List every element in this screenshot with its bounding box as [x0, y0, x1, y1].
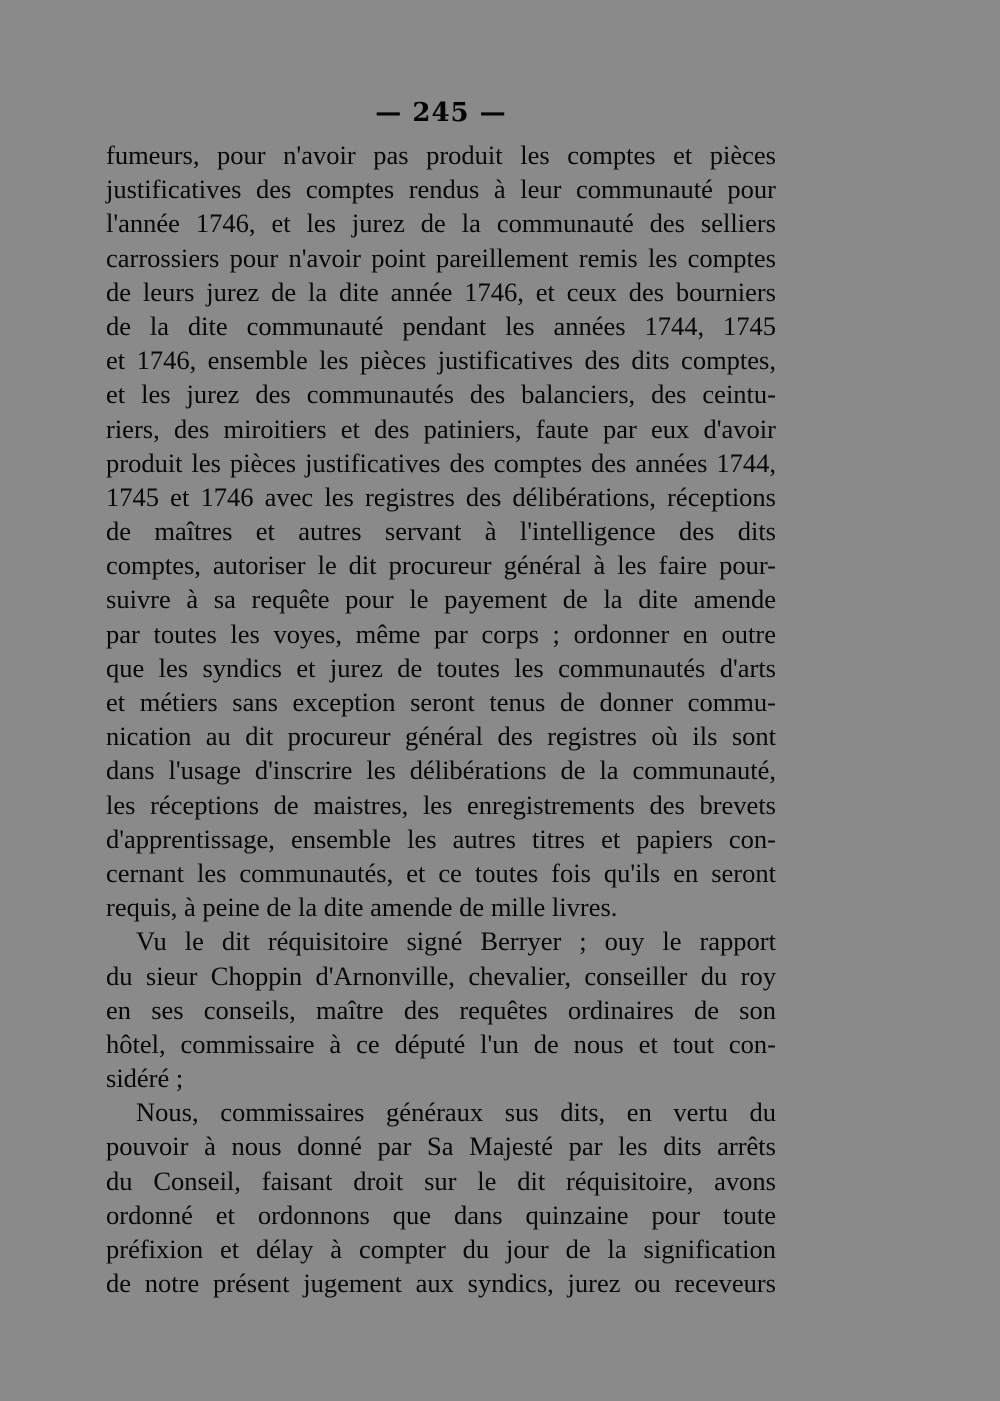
- text-line: du sieur Choppin d'Arnonville, chevalier, conseiller du roy: [106, 960, 776, 991]
- text-line: et les jurez des communautés des balanciers, des ceintu-: [106, 379, 776, 410]
- text-line: sidéré ;: [106, 1063, 184, 1094]
- text-line: dans l'usage d'inscrire les délibérations de la communauté,: [106, 755, 776, 786]
- page-number: — 245 —: [375, 98, 507, 128]
- text-line: cernant les communautés, et ce toutes fois qu'ils en seront: [106, 857, 776, 888]
- text-line: de maîtres et autres servant à l'intelligence des dits: [106, 516, 776, 547]
- text-line: les réceptions de maistres, les enregistrements des brevets: [106, 789, 776, 820]
- text-line: et 1746, ensemble les pièces justificatives des dits comptes,: [106, 345, 776, 376]
- text-line: en ses conseils, maître des requêtes ordinaires de son: [106, 994, 776, 1025]
- text-line: et métiers sans exception seront tenus de donner commu-: [106, 687, 776, 717]
- text-line: de la dite communauté pendant les années 1744, 1745: [106, 310, 776, 341]
- text-line: d'apprentissage, ensemble les autres titres et papiers con-: [106, 823, 776, 854]
- text-line: hôtel, commissaire à ce député l'un de nous et tout con-: [106, 1028, 776, 1059]
- text-line: ordonné et ordonnons que dans quinzaine pour toute: [106, 1199, 776, 1230]
- text-line: riers, des miroitiers et des patiniers, faute par eux d'avoir: [106, 413, 776, 444]
- paragraph-3: [106, 1095, 776, 1300]
- text-line: du Conseil, faisant droit sur le dit réquisitoire, avons: [106, 1165, 776, 1196]
- text-line: produit les pièces justificatives des comptes des années 1744,: [106, 447, 776, 478]
- text-line: de notre présent jugement aux syndics, jurez ou receveurs: [106, 1268, 776, 1299]
- text-line: carrossiers pour n'avoir point pareillement remis les comptes: [106, 242, 776, 273]
- text-line: Vu le dit réquisitoire signé Berryer ; ouy le rapport: [136, 926, 776, 957]
- text-line: préfixion et délay à compter du jour de la signification: [106, 1234, 776, 1264]
- text-line: suivre à sa requête pour le payement de la dite amende: [106, 584, 776, 615]
- text-line: Nous, commissaires généraux sus dits, en vertu du: [136, 1097, 776, 1128]
- text-line: justificatives des comptes rendus à leur communauté pour: [106, 174, 776, 205]
- paragraph-2: [106, 924, 776, 1095]
- text-line: 1745 et 1746 avec les registres des délibérations, réceptions: [106, 481, 776, 512]
- text-line: l'année 1746, et les jurez de la communauté des selliers: [106, 208, 776, 239]
- text-line: requis, à peine de la dite amende de mille livres.: [106, 892, 618, 923]
- paragraph-1: [106, 138, 776, 924]
- text-line: comptes, autoriser le dit procureur général à les faire pour-: [106, 550, 776, 581]
- text-line: de leurs jurez de la dite année 1746, et ceux des bourniers: [106, 276, 776, 307]
- text-line: pouvoir à nous donné par Sa Majesté par les dits arrêts: [106, 1131, 776, 1162]
- text-line: nication au dit procureur général des registres où ils sont: [106, 721, 776, 752]
- text-line: fumeurs, pour n'avoir pas produit les comptes et pièces: [106, 140, 776, 170]
- body-text: [106, 138, 776, 1300]
- text-line: par toutes les voyes, même par corps ; ordonner en outre: [106, 618, 776, 649]
- text-line: que les syndics et jurez de toutes les communautés d'arts: [106, 652, 776, 683]
